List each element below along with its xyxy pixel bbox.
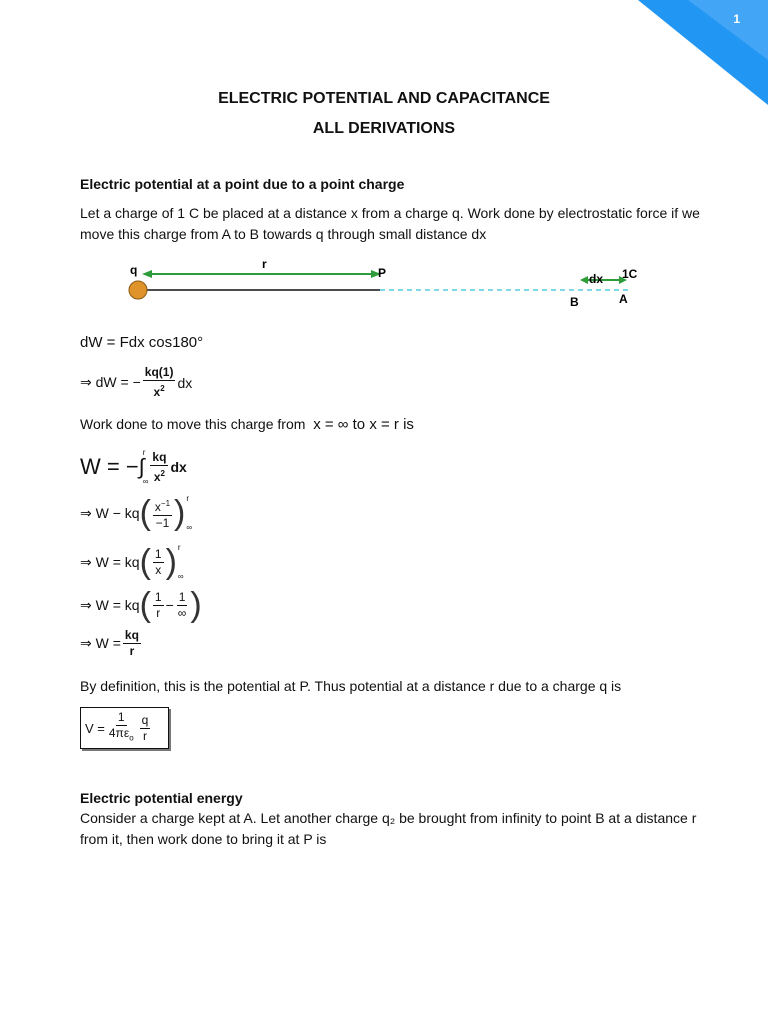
equation-dw-coulomb: ⇒ dW = − $\frac{kq(1)}{x^2}$ dx xyxy=(80,365,193,399)
work-range-text: Work done to move this charge from x = ∞ to x = r is xyxy=(80,416,414,433)
equation-work-integral: W = −∫ r ∞ $\frac{kq}{x^2}$ dx xyxy=(80,448,187,486)
document-subtitle: ALL DERIVATIONS xyxy=(312,120,456,137)
charge-diagram xyxy=(110,260,670,320)
label-b: B xyxy=(570,295,579,309)
dx-arrow-left-head xyxy=(580,276,588,284)
page-number: 1 xyxy=(733,12,740,26)
intro-paragraph: Let a charge of 1 C be placed at a distance x from a charge q. Work done by electrostatic force if we move this charge from A to B towards q through small distance dx xyxy=(80,205,700,242)
charge-q-sphere xyxy=(129,281,147,299)
section-heading-energy: Electric potential energy xyxy=(80,790,243,806)
equation-work-power: ⇒ W − kq ( $\frac{x^{-1}}{-1}$ ) r ∞ xyxy=(80,494,193,532)
equation-work-reciprocal: ⇒ W = kq ( $\frac{1}{x}$ ) r ∞ xyxy=(80,543,184,581)
label-r: r xyxy=(262,260,267,271)
equation-dw-force: dW = Fdx cos180° xyxy=(80,334,204,351)
label-1c: 1C xyxy=(622,267,638,281)
r-arrow-left-head xyxy=(142,270,152,278)
section-heading-potential: Electric potential at a point due to a point charge xyxy=(80,176,405,192)
label-q: q xyxy=(130,263,138,277)
definition-paragraph: By definition, this is the potential at P. Thus potential at a distance r due to a charge q is xyxy=(80,678,622,694)
label-a: A xyxy=(619,292,628,306)
equation-work-limits: ⇒ W = kq ( $\frac{1}{r}$ − $\frac{1}{\infty}$ ) xyxy=(80,586,202,624)
equation-work-result: ⇒ W = $\frac{kq}{r}$ xyxy=(80,628,139,658)
energy-paragraph: Consider a charge kept at A. Let another charge q₂ be brought from infinity to point B at a distance r from it, then work done to bring it at P is xyxy=(80,810,697,847)
potential-formula-box: V = $\frac{1}{4\pi\varepsilon_o}$ $\frac{q}{r}$ xyxy=(80,707,169,749)
document-title: ELECTRIC POTENTIAL AND CAPACITANCE xyxy=(218,90,550,107)
label-p: P xyxy=(378,266,387,280)
label-dx: dx xyxy=(589,272,604,286)
